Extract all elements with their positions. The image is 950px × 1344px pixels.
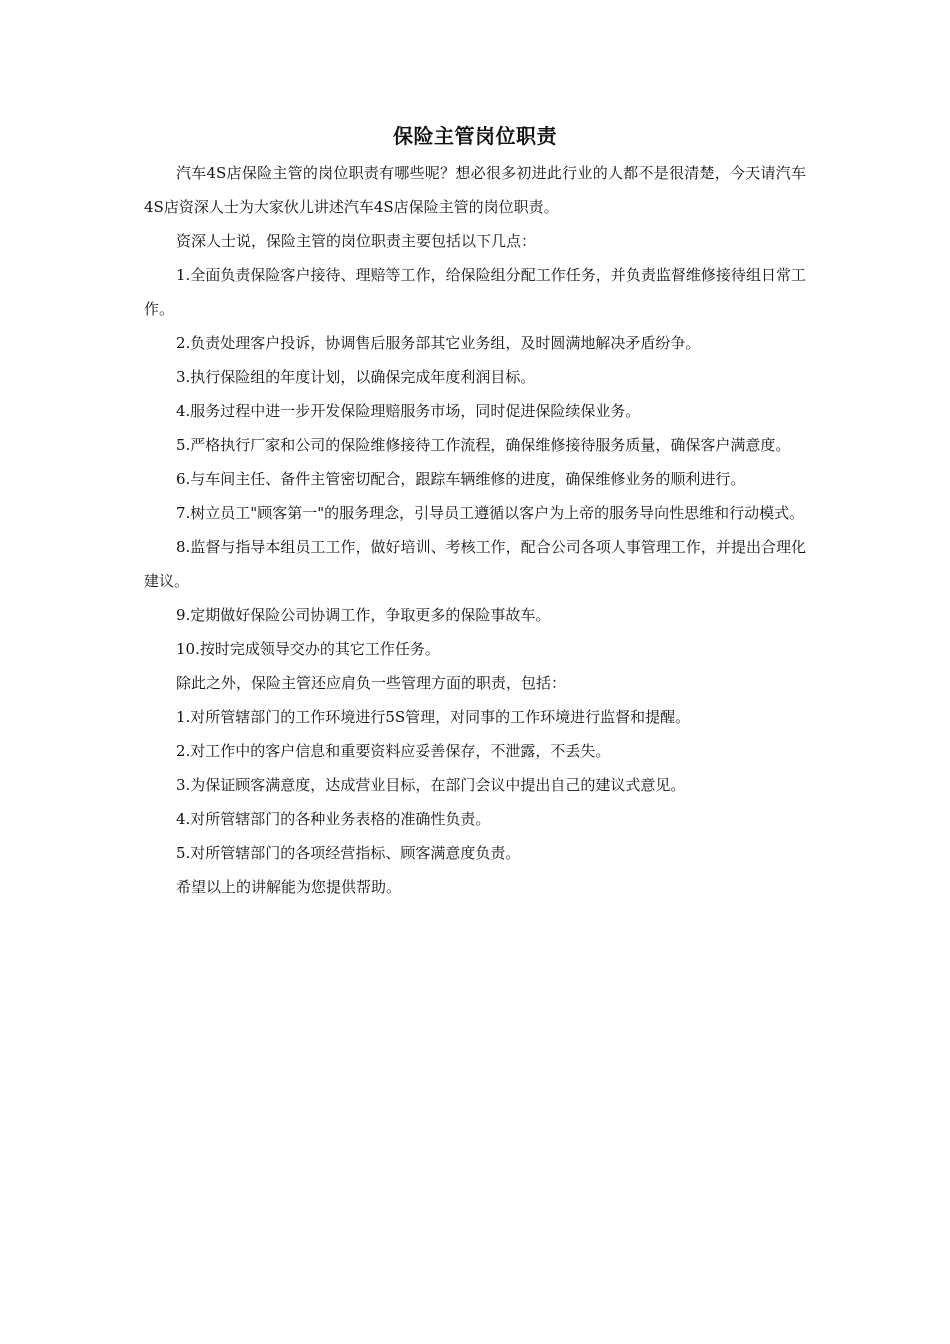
duty-item-2: 2.负责处理客户投诉，协调售后服务部其它业务组，及时圆满地解决矛盾纷争。 <box>176 334 701 352</box>
duty-item-10: 10.按时完成领导交办的其它工作任务。 <box>176 640 440 658</box>
document-title: 保险主管岗位职责 <box>393 124 557 148</box>
intro-paragraph: 汽车4S店保险主管的岗位职责有哪些呢？想必很多初进此行业的人都不是很清楚，今天请汽车4S店资深人士为大家伙儿讲述汽车4S店保险主管的岗位职责。 <box>144 164 806 216</box>
duty-item-7: 7.树立员工"顾客第一"的服务理念，引导员工遵循以客户为上帝的服务导向性思维和行动模式。 <box>176 504 805 522</box>
management-lead-paragraph: 除此之外，保险主管还应肩负一些管理方面的职责，包括： <box>176 674 567 692</box>
management-item-2: 2.对工作中的客户信息和重要资料应妥善保存，不泄露，不丢失。 <box>176 742 611 760</box>
closing-paragraph: 希望以上的讲解能为您提供帮助。 <box>176 878 402 896</box>
duty-item-9: 9.定期做好保险公司协调工作，争取更多的保险事故车。 <box>176 606 551 624</box>
management-item-1: 1.对所管辖部门的工作环境进行5S管理，对同事的工作环境进行监督和提醒。 <box>176 708 691 726</box>
management-item-5: 5.对所管辖部门的各项经营指标、顾客满意度负责。 <box>176 844 521 862</box>
duty-item-5: 5.严格执行厂家和公司的保险维修接待工作流程，确保维修接待服务质量，确保客户满意度。 <box>176 436 791 454</box>
duty-item-4: 4.服务过程中进一步开发保险理赔服务市场，同时促进保险续保业务。 <box>176 402 641 420</box>
duty-item-8: 8.监督与指导本组员工工作，做好培训、考核工作，配合公司各项人事管理工作，并提出合理化建议。 <box>144 538 806 590</box>
duty-item-1: 1.全面负责保险客户接待、理赔等工作，给保险组分配工作任务，并负责监督维修接待组日常工作。 <box>144 266 806 318</box>
duty-item-3: 3.执行保险组的年度计划，以确保完成年度利润目标。 <box>176 368 536 386</box>
duty-item-6: 6.与车间主任、备件主管密切配合，跟踪车辆维修的进度，确保维修业务的顺利进行。 <box>176 470 746 488</box>
management-item-3: 3.为保证顾客满意度，达成营业目标，在部门会议中提出自己的建议式意见。 <box>176 776 686 794</box>
management-item-4: 4.对所管辖部门的各种业务表格的准确性负责。 <box>176 810 491 828</box>
duties-lead-paragraph: 资深人士说，保险主管的岗位职责主要包括以下几点： <box>176 232 537 250</box>
